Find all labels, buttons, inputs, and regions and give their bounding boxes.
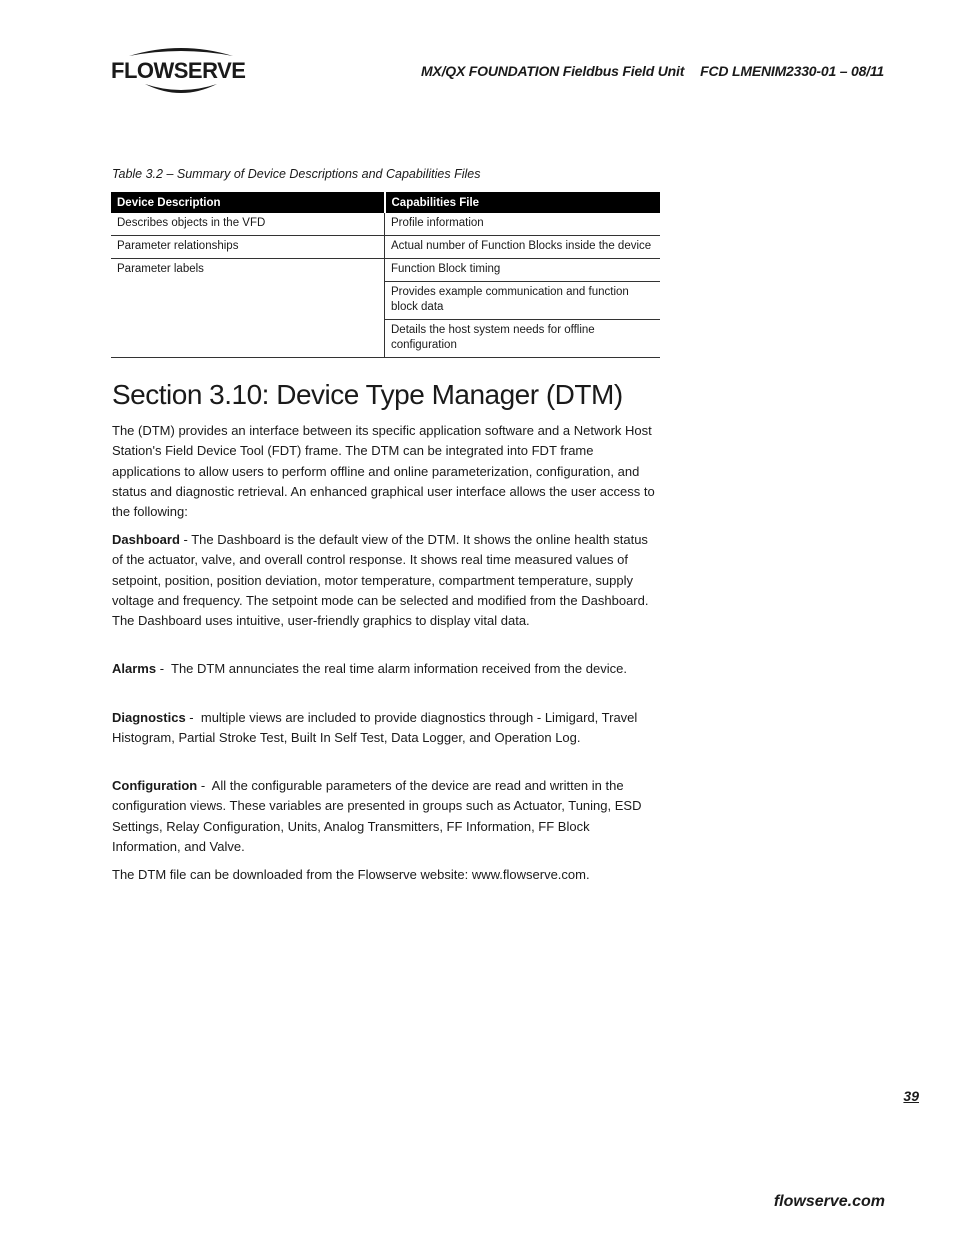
logo-text: FLOWSERVE <box>111 58 246 83</box>
table-cell: Actual number of Function Blocks inside the device <box>385 236 661 259</box>
diagnostics-paragraph <box>112 708 660 749</box>
dashboard-paragraph <box>112 530 660 631</box>
table-row <box>111 236 660 259</box>
separator: - <box>185 710 201 725</box>
table-cell: Details the host system needs for offline configuration <box>385 320 661 358</box>
section-title: Section 3.10: Device Type Manager (DTM) <box>112 379 623 410</box>
table-cell: Profile information <box>385 213 661 236</box>
description: All the configurable parameters of the device are read and written in the configuration views. These variables are presented in groups such as Actuator, Tuning, ESD Settings, Relay Configuration, Units, Analog Transmitters, FF Information, FF Block Information, and Valve. <box>112 778 642 854</box>
table-cell: Provides example communication and function block data <box>385 282 661 320</box>
table-cell: Parameter relationships <box>111 236 385 259</box>
table-header-row <box>111 192 660 213</box>
table-caption: Table 3.2 – Summary of Device Descriptions and Capabilities Files <box>112 167 481 181</box>
intro-paragraph: The (DTM) provides an interface between its specific application software and a Network Host Station's Field Device Tool (FDT) frame. The DTM can be integrated into FDT frame applications to allow users to perform offline and online parameterization, configuration, and status and diagnostic retrieval. An enhanced graphical user interface allows the user access to the following: <box>112 423 655 520</box>
table-cell: Function Block timing <box>385 259 661 282</box>
alarms-paragraph <box>112 659 660 679</box>
page-number: 39 <box>903 1088 919 1104</box>
term: Dashboard <box>112 532 180 547</box>
doc-title: MX/QX FOUNDATION Fieldbus Field Unit <box>420 63 685 79</box>
term: Alarms <box>112 661 157 676</box>
table-cell: Describes objects in the VFD <box>111 213 385 236</box>
flowserve-logo <box>111 42 251 96</box>
term: Configuration <box>112 778 198 793</box>
separator: - <box>197 778 212 793</box>
document-header <box>421 63 884 79</box>
doc-code: FCD LMENIM2330-01 – 08/11 <box>700 63 884 79</box>
table-row <box>111 213 660 236</box>
description: The Dashboard is the default view of the DTM. It shows the online health status of the actuator, valve, and overall control response. It shows real time measured values of setpoint, position, position deviation, motor temperature, compartment temperature, supply voltage and frequency. The setpoint mode can be selected and modified from the Dashboard. The Dashboard uses intuitive, user-friendly graphics to display vital data. <box>112 532 649 629</box>
column-header: Device Description <box>111 192 385 213</box>
separator: - <box>156 661 172 676</box>
table-cell: Parameter labels <box>111 259 385 358</box>
column-header: Capabilities File <box>385 192 661 213</box>
separator: - <box>179 532 192 547</box>
table-row <box>111 259 660 282</box>
footer-url: flowserve.com <box>773 1193 885 1210</box>
download-paragraph: The DTM file can be downloaded from the Flowserve website: www.flowserve.com. <box>112 867 590 882</box>
configuration-paragraph <box>112 776 660 857</box>
description: The DTM annunciates the real time alarm information received from the device. <box>171 661 627 676</box>
description: multiple views are included to provide diagnostics through - Limigard, Travel Histogram, Partial Stroke Test, Built In Self Test, Data Logger, and Operation Log. <box>112 710 638 746</box>
term: Diagnostics <box>112 710 186 725</box>
summary-table <box>111 192 660 358</box>
